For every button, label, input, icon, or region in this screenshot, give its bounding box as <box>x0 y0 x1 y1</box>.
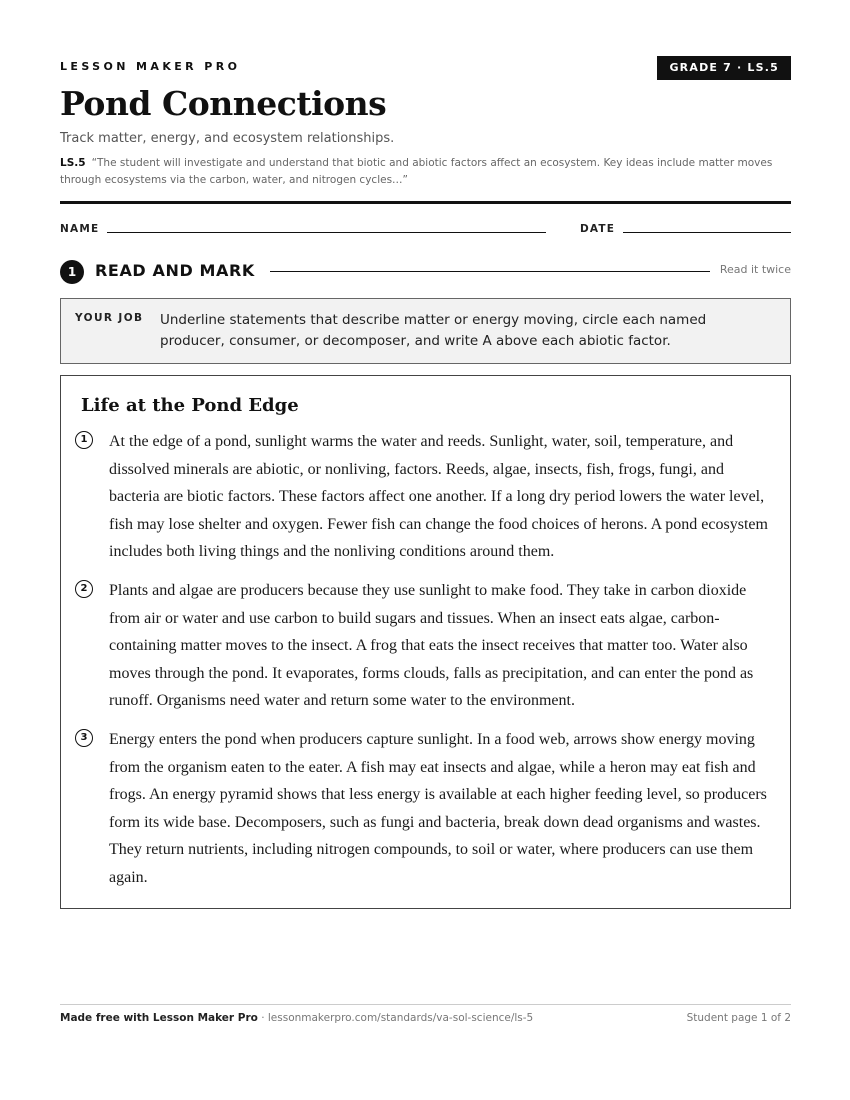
reading-passage <box>60 375 791 909</box>
passage-title: Life at the Pond Edge <box>81 395 299 416</box>
page-subtitle: Track matter, energy, and ecosystem relationships. <box>60 131 395 146</box>
instructions-text: Underline statements that describe matter or energy moving, circle each named producer, consumer, or decomposer, and write A above each abiotic factor. <box>160 312 707 349</box>
footer-page-info: Student page 1 of 2 <box>686 1012 791 1024</box>
name-date-row <box>60 222 791 238</box>
footer-credit <box>60 1012 533 1024</box>
section-divider <box>270 271 710 272</box>
brand-name: LESSON MAKER PRO <box>60 60 241 73</box>
paragraph-number-badge: 3 <box>75 729 93 747</box>
grade-badge: GRADE 7 · LS.5 <box>657 56 791 80</box>
standard-code: LS.5 <box>60 157 86 169</box>
paragraph-number-badge: 2 <box>75 580 93 598</box>
date-field[interactable] <box>623 232 791 233</box>
standard-statement <box>60 155 791 189</box>
name-field[interactable] <box>107 232 546 233</box>
section-note: Read it twice <box>719 263 791 276</box>
section-number-badge: 1 <box>60 260 84 284</box>
instructions-box <box>60 298 791 364</box>
section-title: READ AND MARK <box>95 261 255 280</box>
top-bar <box>60 56 791 80</box>
standard-text: “The student will investigate and understand that biotic and abiotic factors affect an ecosystem. Key ideas include matter moves through ecosystems via the carbon, water, and nitrogen cycles…” <box>60 157 773 186</box>
header-divider <box>60 201 791 204</box>
name-label: NAME <box>60 223 100 235</box>
worksheet-page <box>60 0 791 1100</box>
footer-divider <box>60 1004 791 1005</box>
footer-url[interactable]: · lessonmakerpro.com/standards/va-sol-science/ls-5 <box>257 1012 534 1024</box>
paragraph-number-badge: 1 <box>75 431 93 449</box>
page-title: Pond Connections <box>60 84 387 123</box>
section-header <box>60 260 791 284</box>
paragraph-text: At the edge of a pond, sunlight warms the water and reeds. Sunlight, water, soil, temperature, and dissolved minerals are abiotic, or nonliving, factors. Reeds, algae, insects, fish, frogs, fungi, and bacteria are biotic factors. These factors affect one another. If a long dry period lowers the water level, fish may lose shelter and oxygen. Fewer fish can change the food choices of herons. A pond ecosystem includes both living things and the nonliving conditions around them. <box>109 433 768 561</box>
paragraph-text: Plants and algae are producers because they use sunlight to make food. They take in carbon dioxide from air or water and use carbon to build sugars and tissues. When an insect eats algae, carbon-containing matter moves to the insect. A frog that eats the insect receives that matter too. Water also moves through the pond. It evaporates, forms clouds, falls as precipitation, and can enter the pond as runoff. Organisms need water and return some water to the environment. <box>109 582 754 710</box>
date-label: DATE <box>580 223 616 235</box>
paragraph-text: Energy enters the pond when producers capture sunlight. In a food web, arrows show energy moving from the organism eaten to the eater. A fish may eat insects and algae, while a heron may eat fish and frogs. An energy pyramid shows that less energy is available at each higher feeding level, so producers form its wide base. Decomposers, such as fungi and bacteria, break down dead organisms and wastes. They return nutrients, including nitrogen compounds, to soil or water, where producers can use them again. <box>109 731 767 886</box>
instructions-label: YOUR JOB <box>75 312 144 324</box>
footer-made-with: Made free with Lesson Maker Pro <box>60 1012 258 1024</box>
